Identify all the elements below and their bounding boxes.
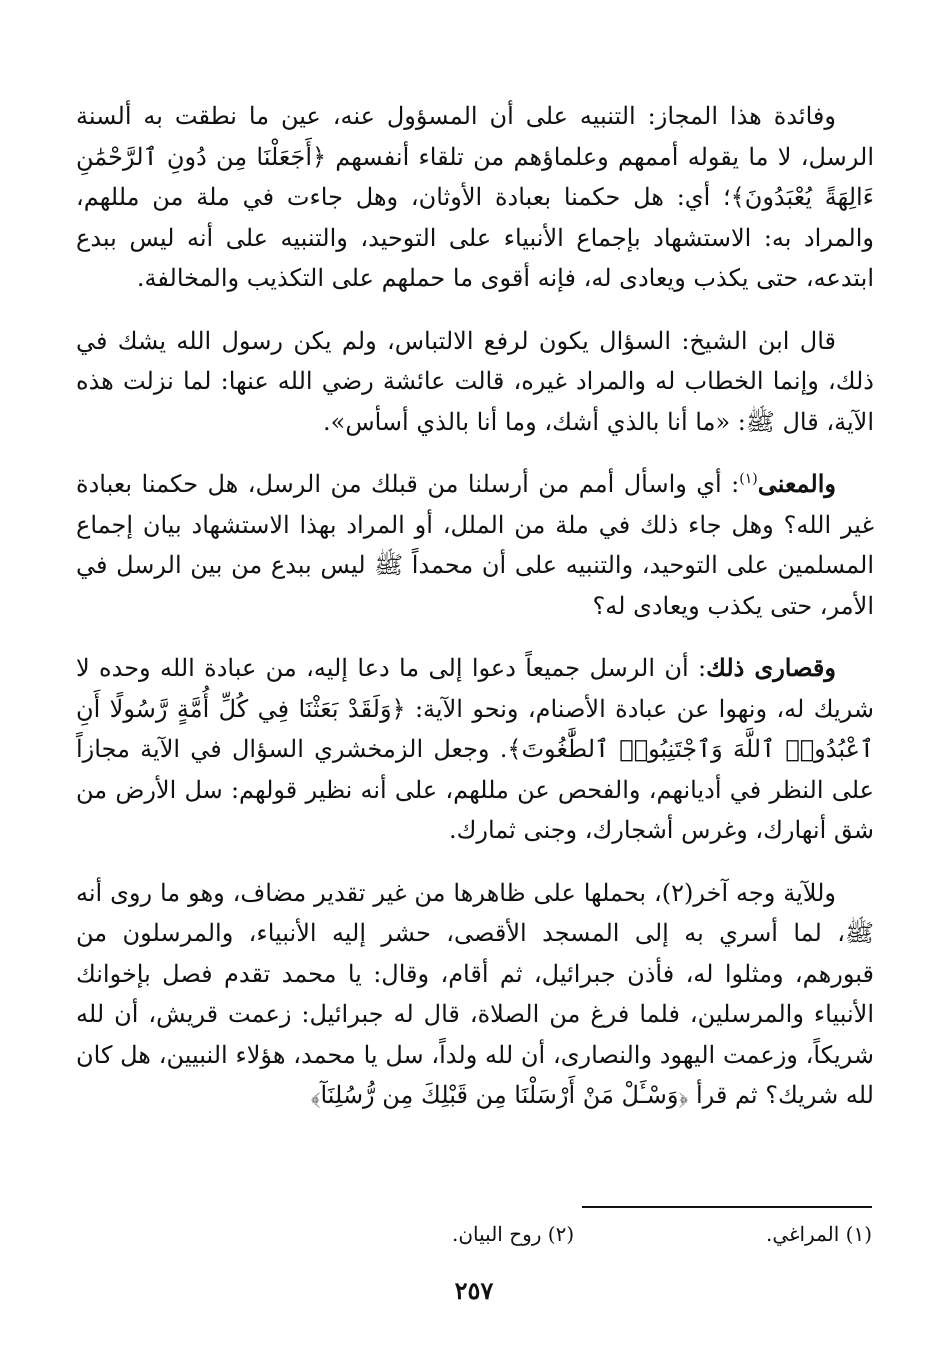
paragraph-text: قال ابن الشيخ: السؤال يكون لرفع الالتباس، ولم يكن رسول الله يشك في ذلك، وإنما الخطاب له والمراد غيره، قالت عائشة رضي الله عنها: لما نزلت هذه الآية، قال ﷺ: «ما أنا بالذي أشك، وما أنا بالذي أسأس». [76,326,874,436]
paragraph-5 [76,873,874,1116]
paragraph-4 [76,648,874,851]
paragraph-2 [76,321,874,443]
paragraph-lead: وقصارى ذلك [706,653,836,682]
footnote-1: (١) المراغي. [765,1222,872,1246]
footnotes [452,1220,872,1248]
main-text [76,96,874,1138]
paragraph-3 [76,464,874,626]
paragraph-text: : أي واسأل أمم من أرسلنا من قبلك من الرسل، هل حكمنا بعبادة غير الله؟ وهل جاء ذلك في ملة من الملل، أو المراد بهذا الاستشهاد بيان إجماع المسلمين على التوحيد، والتنبيه على أن محمداً ﷺ ليس ببدع من بين الرسل في الأمر، حتى يكذب ويعادى له؟ [76,470,874,620]
paragraph-text: : أن الرسل جميعاً دعوا إلى ما دعا إليه، من عبادة الله وحده لا شريك له، ونهوا عن عبادة الأصنام، ونحو الآية: ﴿وَلَقَدْ بَعَثْنَا فِي كُلِّ أُمَّةٍ رَّسُولًا أَنِ ٱعْبُدُوا۟ ٱللَّهَ وَٱجْتَنِبُوا۟ ٱلطَّٰغُوتَ﴾. وجعل الزمخشري السؤال في الآية مجازاً على النظر في أديانهم، والفحص عن مللهم، على أنه نظير قولهم: سل الأرض من شق أنهارك، وغرس أشجارك، وجنى ثمارك. [76,654,874,844]
footnote-2: (٢) روح البيان. [452,1222,575,1246]
footnote-ref: (١) [739,471,758,487]
page-number: ٢٥٧ [454,1276,494,1305]
paragraph-1 [76,96,874,299]
paragraph-lead: والمعنى [757,469,836,498]
paragraph-text: وفائدة هذا المجاز: التنبيه على أن المسؤول عنه، عين ما نطقت به ألسنة الرسل، لا ما يقوله أممهم وعلماؤهم من تلقاء أنفسهم ﴿أَجَعَلْنَا مِن دُونِ ٱلرَّحْمَٰنِ ءَالِهَةً يُعْبَدُونَ﴾؛ أي: هل حكمنا بعبادة الأوثان، وهل جاءت في ملة من مللهم، والمراد به: الاستشهاد بإجماع الأنبياء على التوحيد، والتنبيه على أنه ليس ببدع ابتدعه، حتى يكذب ويعادى له، فإنه أقوى ما حملهم على التكذيب والمخالفة. [76,102,874,292]
paragraph-text: وللآية وجه آخر(٢)، بحملها على ظاهرها من غير تقدير مضاف، وهو ما روى أنه ﷺ، لما أسري به إلى المسجد الأقصى، حشر إليه الأنبياء، والمرسلون من قبورهم، ومثلوا له، فأذن جبرائيل، ثم أقام، وقال: يا محمد تقدم فصل بإخوانك الأنبياء والمرسلين، فلما فرغ من الصلاة، قال له جبرائيل: زعمت قريش، أن لله شريكاً، وزعمت اليهود والنصارى، أن لله ولداً، سل يا محمد، هؤلاء النبيين، هل كان لله شريك؟ ثم قرأ ﴿وَسْـَٔلْ مَنْ أَرْسَلْنَا مِن قَبْلِكَ مِن رُّسُلِنَآ﴾ [76,878,874,1109]
footnote-divider [582,1206,872,1208]
